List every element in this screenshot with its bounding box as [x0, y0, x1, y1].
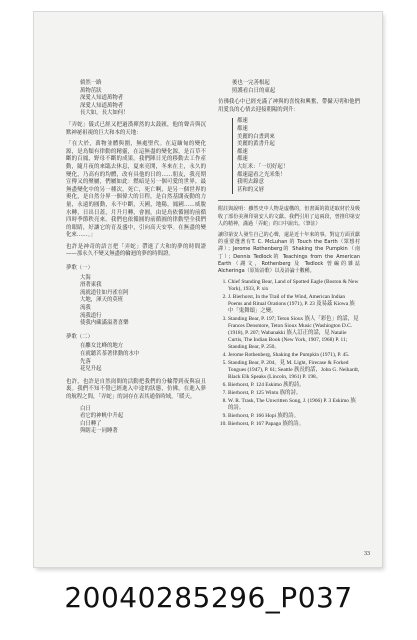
poem-line: 看它的神帆中升起: [80, 413, 124, 420]
poem-line: 都速還看之光米集！: [237, 171, 286, 178]
reference-item: 6. Bierhorst, P. 124 Eskimo 族的詩。: [228, 382, 360, 389]
poem-line: 大地，渾天的莫班: [80, 297, 124, 304]
reference-item: 10. Bierhorst, P. 167 Papago 族的詩。: [228, 421, 360, 428]
closing-poem: [80, 406, 206, 436]
dream-song-one: [80, 275, 206, 328]
poem-line: 倘然一路: [80, 80, 102, 86]
poem-line: 萬物茁狀: [80, 87, 102, 94]
scanned-page: [34, 12, 382, 567]
reference-item: 9. Bierhorst, P. 166 Hopi 族的詩。: [228, 413, 360, 420]
reference-item: 5. Standing Bear, P. 204。見 M. Light, Firecase & Forked Tongues (1947), P. 61; Seattle 族長的話，John G. Neihardt, Black Elk Speaks (Lincoln, 1961) P. 198。: [228, 360, 360, 381]
body-paragraph: 也許是神奇的語言把「弄蛇」帶進了大和的夢的時間證——那永久不變又無盡的輪迴的夢的時間證。: [66, 243, 206, 258]
poem-line: 都速: [237, 156, 248, 163]
poem-line: 大紅米：「一切好起！: [237, 163, 289, 170]
body-paragraph: 彷彿我心中已經充滿了神與的喜悅和興奮，帶攝天明和他們用愛良的心情去迎接朝陽的到升：: [218, 99, 360, 113]
poem-line: 深愛人知道萬物者: [80, 102, 124, 109]
poem-line: 都速: [237, 125, 248, 132]
author-note: 附註與說明：雖然史中人物是虛構的，但書面的敘述取材於及吸收了部份美洲印第安人的文獻。我們引用了這兩段，曾推印第安人的精神，滿過「弄蛇」的口中說出。（筆註）: [218, 206, 360, 227]
poem-line: 在離女比峰的地方: [80, 343, 124, 350]
poem-line: 美麗的黃書升起: [237, 141, 275, 148]
poem-line: 都速: [237, 118, 248, 125]
reference-item: 2. J. Bierhorst, In the Trail of the Wind, American Indian Poems and Ritual Orations (1971), P. 23 及易茲 Kiowa 族中「鬼舞頌」之變。: [228, 294, 360, 315]
poem-line: 大海: [80, 274, 91, 281]
body-paragraph: 也許，也許是自然崗間的活動把我們的分輪帶到夜與寂且裏。我們不知不覺已經進入中途的狀態，仿佛，在進入夢的航程之間，「弄蛇」的詞存在表其通俗時域，「暖天。: [66, 378, 206, 400]
dream-song-two: [80, 343, 206, 373]
page-number: 33: [364, 551, 370, 557]
poem-line: 長大如，長大如何！: [80, 110, 129, 117]
sources-paragraph: 讓印第安人發生自己的心聲，還是近十年來的事。對這方面貢獻的重要選著有T. C. McLuhan 的 Touch the Earth（眾想村譯）；Jerome Rothenberg的 Shaking the Pumpkin（南丁）；Dennis Tedlock的 Teachings from the American Earth（謝文，Rothenberg 及 Tedlock 曾編的雜誌 Alcheringa（原始詩歌）以及詩論十數種。: [218, 231, 360, 274]
right-opening-poem: [232, 80, 360, 95]
poem-line: 深愛人知道萬物者: [80, 95, 124, 102]
poem-line: 滑著東我: [80, 282, 102, 289]
section-heading: 夢歌（一）: [66, 265, 93, 272]
body-paragraph: 「在大於，萬物並體與圍，無處聖代。在這緬甸的變化源，是鳥類有律動的精靈，在這無盡的變化源，是百草不斷的百鳳，野母不斷的成果。我們陣日光的移動去工作產動，隨月夜的來臨去休息，夏來亮開，冬來在主，永久的變化，乃高有的均體，改有具他的日的……朋友，我亮期宣傳又的聚屬，們屬如此：燃暗是另一個可愛的世界，最無盡變化中的另一種次。死亡，死亡啊，是另一個世界的奧化，是自然分界一個偉大的日程。是白然基闊夜動的力量，永遠的圓動，永不中斷，天國，地陽，鳳國……威脫水轉，日出日蓋，月升月轉，會圓，由是鳥依循圓的前循四時季節秩亮來。我們也依循圓的前循圓的律動型全我們的眼睛，好讓它的育及盛中，引向高天安寧。在無盡的變化來……。」: [66, 141, 206, 239]
reference-list: [218, 279, 360, 428]
reference-item: 1. Chief Standing Bear, Land of Spotted Eagle (Boston & New York), 1933, P. xix: [228, 279, 360, 293]
poem-line: 後也一完善根起: [232, 80, 270, 86]
poem-line: 照護看白日的東起: [232, 87, 276, 94]
poem-line: 流我: [80, 305, 91, 312]
left-column: [66, 80, 206, 436]
reference-item: 3. Standing Bear, P. 197; Teton Sioux 族人「彩色」的話，見 Frances Densmore, Teton Sioux Music (Washington D.C. (1918), P. 207; Wabanakki 族人訂正的話，見 Natalie Curtis, The Indian Book (New York, 1907, 1968) P. 11; Standing Bear, P. 250。: [228, 316, 360, 351]
reference-item: 8. W. R. Trask, The Unwritten Song, J. (1966) P. 3 Eskimo 族的詩。: [228, 398, 360, 412]
poem-line: 與瞎走一同睡著: [80, 428, 118, 435]
body-paragraph: 「弄蛇」儀式已經又把過漢禪然的太鼓匯，他的聲音與沉默神祕祖視的巨大和本的天地：: [66, 121, 206, 136]
poem-line: 甚和的又唇: [237, 186, 264, 193]
reference-item: 4. Jerome Rothenberg, Shaking the Pumpkin (1971), P. 45.: [228, 352, 360, 359]
poem-line: 使我内藏滿溢著喜樂: [80, 320, 129, 327]
poem-line: 花兒升起: [80, 366, 102, 373]
poem-line: 在就聽茗茶著律動的水中: [80, 351, 140, 357]
poem-line: 美麗的白晝到來: [237, 133, 275, 140]
image-caption: 20040285296_P037: [64, 581, 353, 614]
opening-poem: [80, 80, 206, 118]
right-column: [218, 80, 360, 429]
poem-line: 白日轉了: [80, 420, 102, 427]
poem-line: 白日: [80, 405, 91, 412]
reference-item: 7. Bierhorst, P. 125 Wintu 族的詩。: [228, 390, 360, 397]
poem-line: 流我道行: [80, 312, 102, 319]
poem-line: 先落: [80, 358, 91, 365]
poem-line: 都速: [237, 148, 248, 155]
morning-chant: [232, 118, 360, 194]
poem-line: 流就道往如丹雀在阿: [80, 289, 129, 296]
poem-line: 我明去錄意: [237, 179, 264, 186]
divider: [218, 200, 360, 201]
section-heading: 夢歌（二）: [66, 333, 93, 340]
